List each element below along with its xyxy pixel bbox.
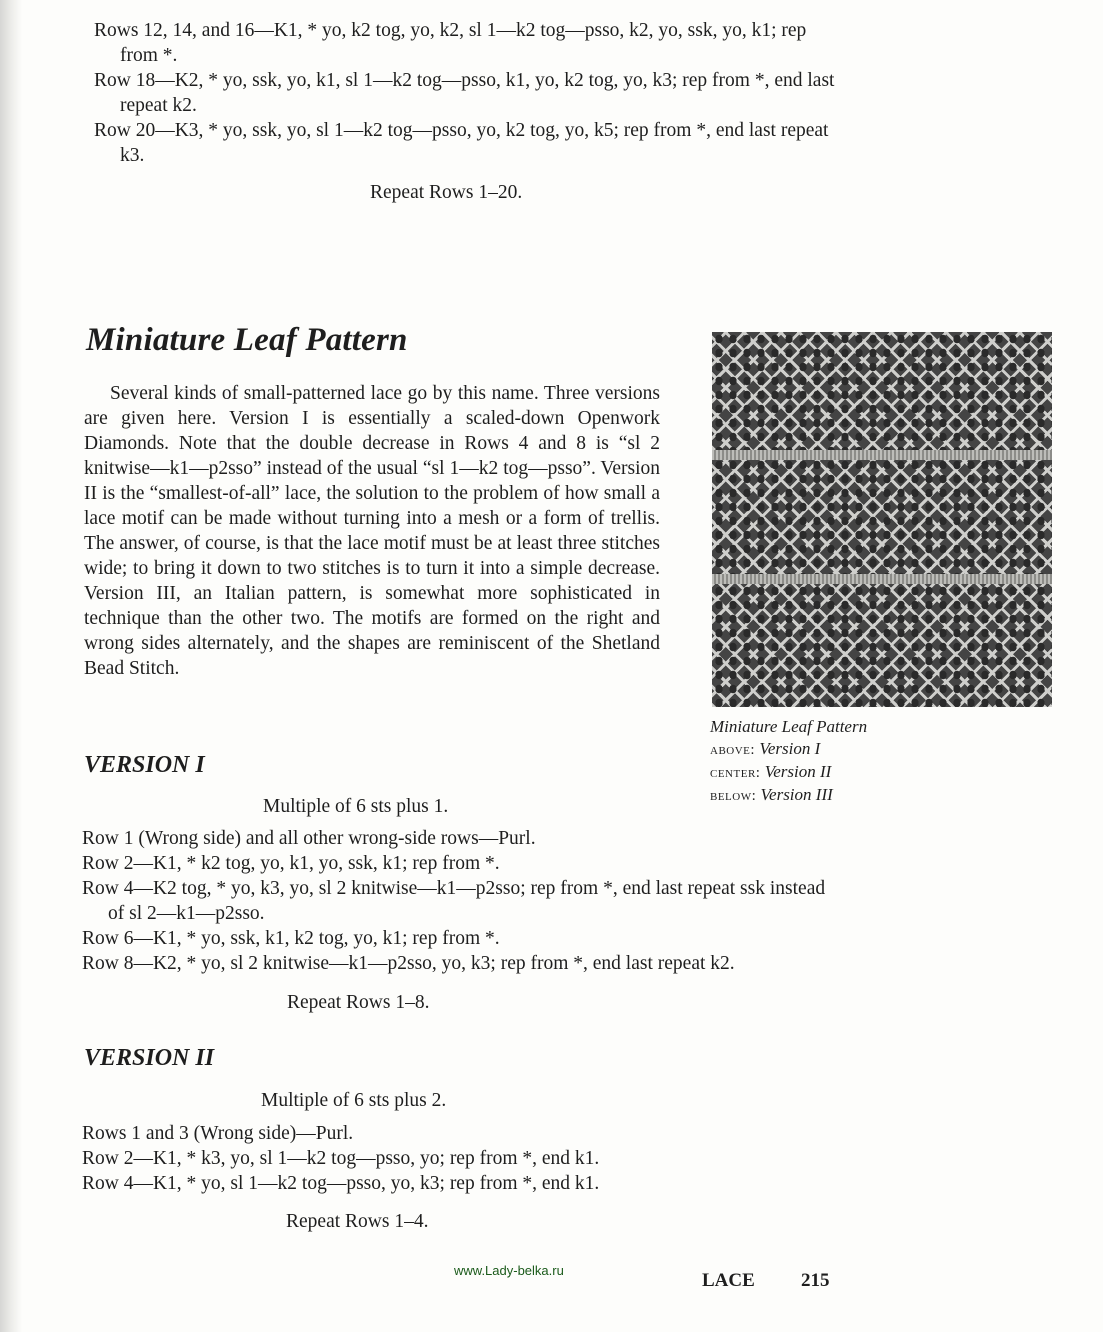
row-instruction: Row 4—K2 tog, * yo, k3, yo, sl 2 knitwise—k1—p2sso; rep from *, end last repeat ssk instead of sl 2—k1—p2sso. <box>82 878 826 924</box>
row-instruction: Row 8—K2, * yo, sl 2 knitwise—k1—p2sso, yo, k3; rep from *, end last repeat k2. <box>82 953 735 974</box>
repeat-note: Repeat Rows 1–20. <box>370 182 523 203</box>
row-instruction: Row 1 (Wrong side) and all other wrong-side rows—Purl. <box>82 828 536 849</box>
row-instruction: Row 6—K1, * yo, ssk, k1, k2 tog, yo, k1; rep from *. <box>82 928 500 949</box>
row-instruction: Rows 1 and 3 (Wrong side)—Purl. <box>82 1123 354 1144</box>
row-instruction: Row 20—K3, * yo, ssk, yo, sl 1—k2 tog—psso, yo, k2 tog, yo, k5; rep from *, end last repeat k3. <box>94 120 829 166</box>
row-instruction: Row 18—K2, * yo, ssk, yo, k1, sl 1—k2 tog—psso, k1, yo, k2 tog, yo, k3; rep from *, end last repeat k2. <box>94 70 835 116</box>
lace-swatch-photo <box>712 332 1052 707</box>
caption-line: below: Version III <box>710 785 833 804</box>
row-instruction: Row 4—K1, * yo, sl 1—k2 tog—psso, yo, k3; rep from *, end k1. <box>82 1173 600 1194</box>
version-rows <box>82 1121 842 1196</box>
page-number: 215 <box>801 1270 830 1291</box>
stitch-multiple: Multiple of 6 sts plus 2. <box>261 1090 447 1111</box>
version-heading: VERSION II <box>84 1045 215 1071</box>
row-instruction: Row 2—K1, * k2 tog, yo, k1, yo, ssk, k1; rep from *. <box>82 853 500 874</box>
version-heading: VERSION I <box>84 752 205 778</box>
section-title: Miniature Leaf Pattern <box>86 322 408 358</box>
version-rows <box>82 826 842 976</box>
row-instruction: Rows 12, 14, and 16—K1, * yo, k2 tog, yo, k2, sl 1—k2 tog—psso, k2, yo, ssk, yo, k1; rep from *. <box>94 20 807 66</box>
page-gutter-shadow <box>0 0 22 1332</box>
repeat-note: Repeat Rows 1–8. <box>287 992 430 1013</box>
pattern-divider-band <box>712 450 1052 460</box>
caption-title: Miniature Leaf Pattern <box>710 717 868 736</box>
stitch-multiple: Multiple of 6 sts plus 1. <box>263 796 449 817</box>
caption-line: center: Version II <box>710 762 832 781</box>
watermark-link: www.Lady-belka.ru <box>454 1263 564 1278</box>
caption-line: above: Version I <box>710 739 821 758</box>
running-footer-section: LACE <box>702 1270 755 1291</box>
top-continuation <box>94 18 844 168</box>
repeat-note: Repeat Rows 1–4. <box>286 1211 429 1232</box>
figure-caption <box>710 716 867 807</box>
pattern-divider-band <box>712 574 1052 584</box>
row-instruction: Row 2—K1, * k3, yo, sl 1—k2 tog—psso, yo; rep from *, end k1. <box>82 1148 600 1169</box>
intro-paragraph: Several kinds of small-patterned lace go by this name. Three versions are given here. Version I is essentially a scaled-down Openwork Diamonds. Note that the double decrease in Rows 4 and 8 is “sl 2 knitwise—k1—p2sso” instead of the usual “sl 1—k2 tog—psso”. Version II is the “smallest-of-all” lace, the solution to the problem of how small a lace motif can be made without turning into a mesh or a form of trellis. The answer, of course, is that the lace motif must be at least three stitches wide; to bring it down to two stitches is to turn it into a simple decrease. Version III, an Italian pattern, is somewhat more sophisticated in technique than the other two. The motifs are formed on the right and wrong sides alternately, and the shapes are reminiscent of the Shetland Bead Stitch. <box>84 383 660 679</box>
